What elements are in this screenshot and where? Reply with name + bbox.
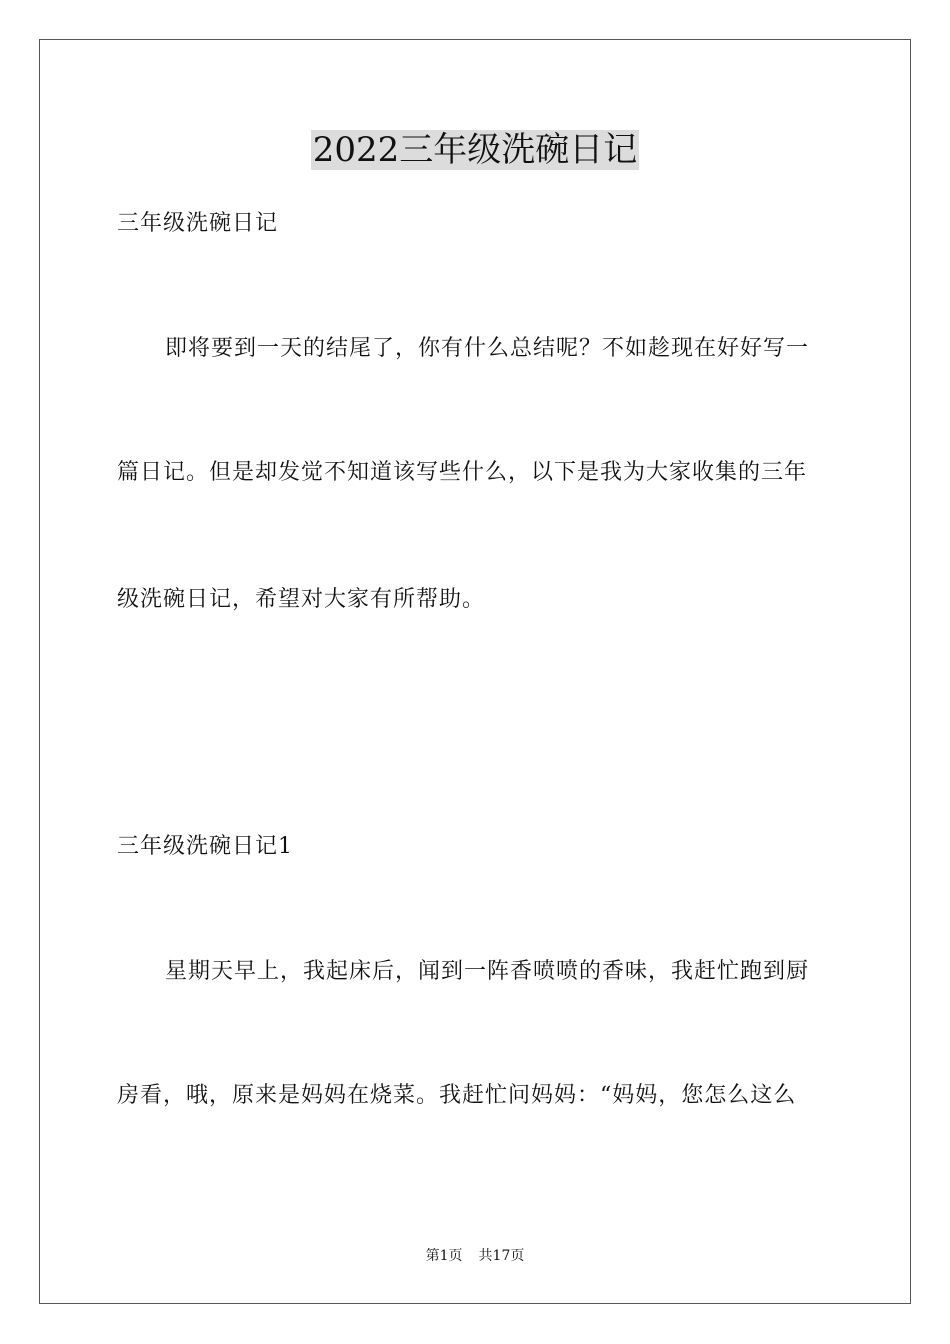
document-subtitle: 三年级洗碗日记 — [117, 211, 279, 236]
section-line-2: 房看，哦，原来是妈妈在烧菜。我赶忙问妈妈：“妈妈，您怎么这么 — [117, 1083, 797, 1108]
document-title — [0, 128, 950, 172]
page-number: 第1页 — [425, 1248, 463, 1264]
section-line-1: 星期天早上，我起床后，闻到一阵香喷喷的香味，我赶忙跑到厨 — [165, 959, 810, 984]
page-total: 共17页 — [478, 1248, 525, 1264]
document-title-text: 2022三年级洗碗日记 — [312, 130, 638, 170]
intro-line-2: 篇日记。但是却发觉不知道该写些什么，以下是我为大家收集的三年 — [117, 460, 808, 485]
page-footer — [0, 1246, 950, 1266]
intro-line-1: 即将要到一天的结尾了，你有什么总结呢？不如趁现在好好写一 — [165, 336, 810, 361]
section-heading: 三年级洗碗日记1 — [117, 834, 293, 859]
intro-line-3: 级洗碗日记，希望对大家有所帮助。 — [117, 587, 486, 612]
